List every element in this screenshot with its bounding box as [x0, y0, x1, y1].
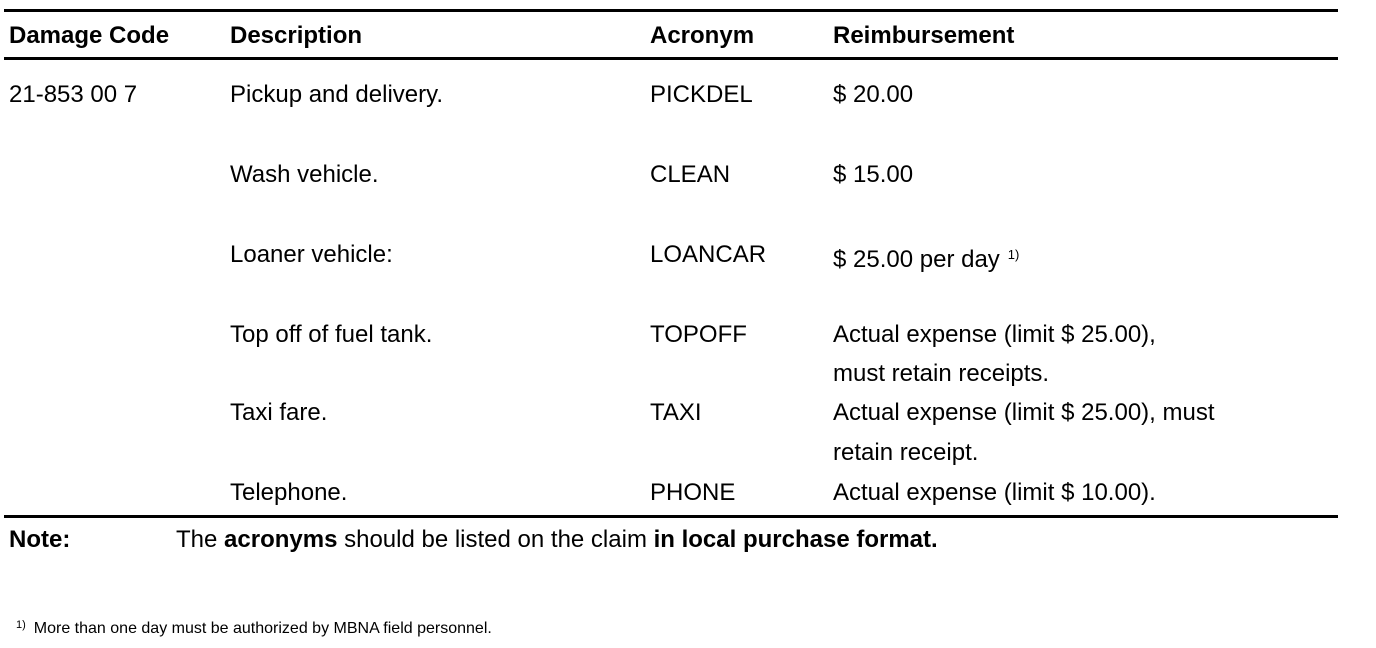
footnote-text: More than one day must be authorized by MBNA field personnel.: [33, 620, 492, 637]
note-text: [176, 520, 938, 560]
note-text-part1: The: [176, 526, 225, 553]
header-acronym: Acronym: [650, 22, 755, 49]
table-header-rule: [4, 57, 1338, 60]
note-text-bold2: in local purchase format.: [653, 526, 938, 553]
row-topoff-reimbursement-line2: must retain receipts.: [833, 360, 1050, 387]
header-reimbursement: Reimbursement: [833, 22, 1015, 49]
row-loancar-reimbursement-cell: [833, 235, 1019, 280]
header-damage-code: Damage Code: [9, 22, 170, 49]
note-label: Note:: [9, 526, 71, 553]
row-topoff-reimbursement-line1: Actual expense (limit $ 25.00),: [833, 321, 1156, 348]
row-topoff-description: Top off of fuel tank.: [230, 321, 433, 348]
row-taxi-description: Taxi fare.: [230, 399, 328, 426]
row-loancar-description: Loaner vehicle:: [230, 241, 393, 268]
row-clean-acronym: CLEAN: [650, 161, 731, 188]
note-text-bold1: acronyms: [224, 526, 338, 553]
table-top-rule: [4, 9, 1338, 12]
footnote-ref-marker: 1): [1007, 247, 1020, 262]
row-topoff-acronym: TOPOFF: [650, 321, 747, 348]
row-pickdel-description: Pickup and delivery.: [230, 81, 443, 108]
damage-code-cell: 21-853 00 7: [9, 81, 138, 108]
footnote-marker: 1): [16, 619, 26, 631]
row-phone-description: Telephone.: [230, 479, 348, 506]
header-description: Description: [230, 22, 363, 49]
row-phone-acronym: PHONE: [650, 479, 736, 506]
table-bottom-rule: [4, 515, 1338, 518]
row-taxi-acronym: TAXI: [650, 399, 702, 426]
row-taxi-reimbursement-line2: retain receipt.: [833, 439, 979, 466]
row-pickdel-reimbursement: $ 20.00: [833, 81, 914, 108]
row-clean-reimbursement: $ 15.00: [833, 161, 914, 188]
note-text-part2: should be listed on the claim: [337, 526, 654, 553]
row-phone-reimbursement: Actual expense (limit $ 10.00).: [833, 479, 1156, 506]
row-loancar-reimbursement: $ 25.00 per day: [833, 246, 1000, 273]
row-loancar-acronym: LOANCAR: [650, 241, 767, 268]
row-clean-description: Wash vehicle.: [230, 161, 379, 188]
row-taxi-reimbursement-line1: Actual expense (limit $ 25.00), must: [833, 399, 1215, 426]
row-pickdel-acronym: PICKDEL: [650, 81, 753, 108]
footnote: [16, 613, 492, 641]
